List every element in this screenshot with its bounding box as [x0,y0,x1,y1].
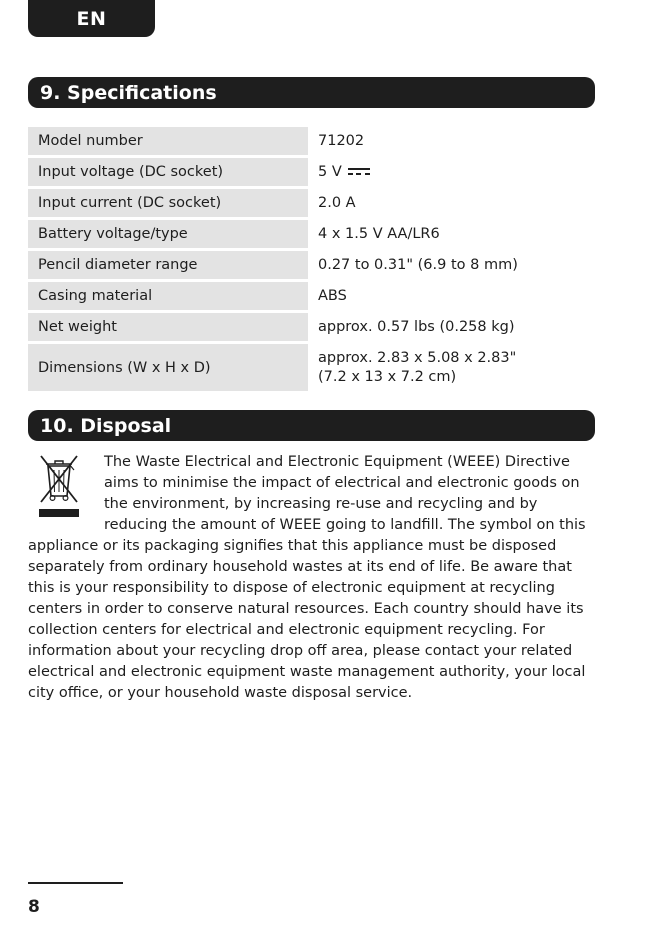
spec-value: ABS [318,287,347,304]
table-row [28,344,595,391]
table-row [28,282,595,310]
specifications-heading [28,77,595,108]
table-row [28,313,595,341]
table-row [28,189,595,217]
disposal-title: 10. Disposal [40,414,172,437]
spec-label: Dimensions (W x H x D) [28,344,308,391]
page-number: 8 [28,897,40,917]
spec-label: Input current (DC socket) [28,189,308,217]
icon-wrap-space [28,452,104,536]
spec-value: 0.27 to 0.31" (6.9 to 8 mm) [318,256,518,273]
table-row [28,158,595,186]
specifications-title: 9. Specifications [40,81,217,104]
spec-label: Casing material [28,282,308,310]
footer-divider [28,882,123,884]
spec-value: approx. 0.57 lbs (0.258 kg) [318,318,515,335]
specifications-table [28,124,595,394]
dc-current-symbol-icon [348,167,370,176]
spec-value: 4 x 1.5 V AA/LR6 [318,225,440,242]
spec-value: 2.0 A [318,194,356,211]
disposal-heading [28,410,595,441]
spec-label: Net weight [28,313,308,341]
table-row [28,220,595,248]
table-row [28,251,595,279]
language-tab: EN [28,0,155,37]
spec-value: approx. 2.83 x 5.08 x 2.83" (7.2 x 13 x 7.2 cm) [318,349,517,385]
spec-label: Pencil diameter range [28,251,308,279]
spec-label: Input voltage (DC socket) [28,158,308,186]
spec-label: Model number [28,127,308,155]
disposal-paragraph [28,452,598,704]
disposal-text: The Waste Electrical and Electronic Equipment (WEEE) Directive aims to minimise the impact of electrical and electronic goods on the environment, by increasing re-use and recycling and by reducing the amount of WEEE going to landfill. The symbol on this appliance or its packaging signifies that this appliance must be disposed separately from ordinary household wastes at its end of life. Be aware that this is your responsibility to dispose of electronic equipment at recycling centers in order to conserve natural resources. Each country should have its collection centers for electrical and electronic equipment recycling. For information about your recycling drop off area, please contact your related electrical and electronic equipment waste management authority, your local city office, or your household waste disposal service. [28,454,586,701]
spec-value: 5 V [308,158,595,186]
table-row [28,127,595,155]
spec-label: Battery voltage/type [28,220,308,248]
spec-value: 71202 [318,132,365,149]
